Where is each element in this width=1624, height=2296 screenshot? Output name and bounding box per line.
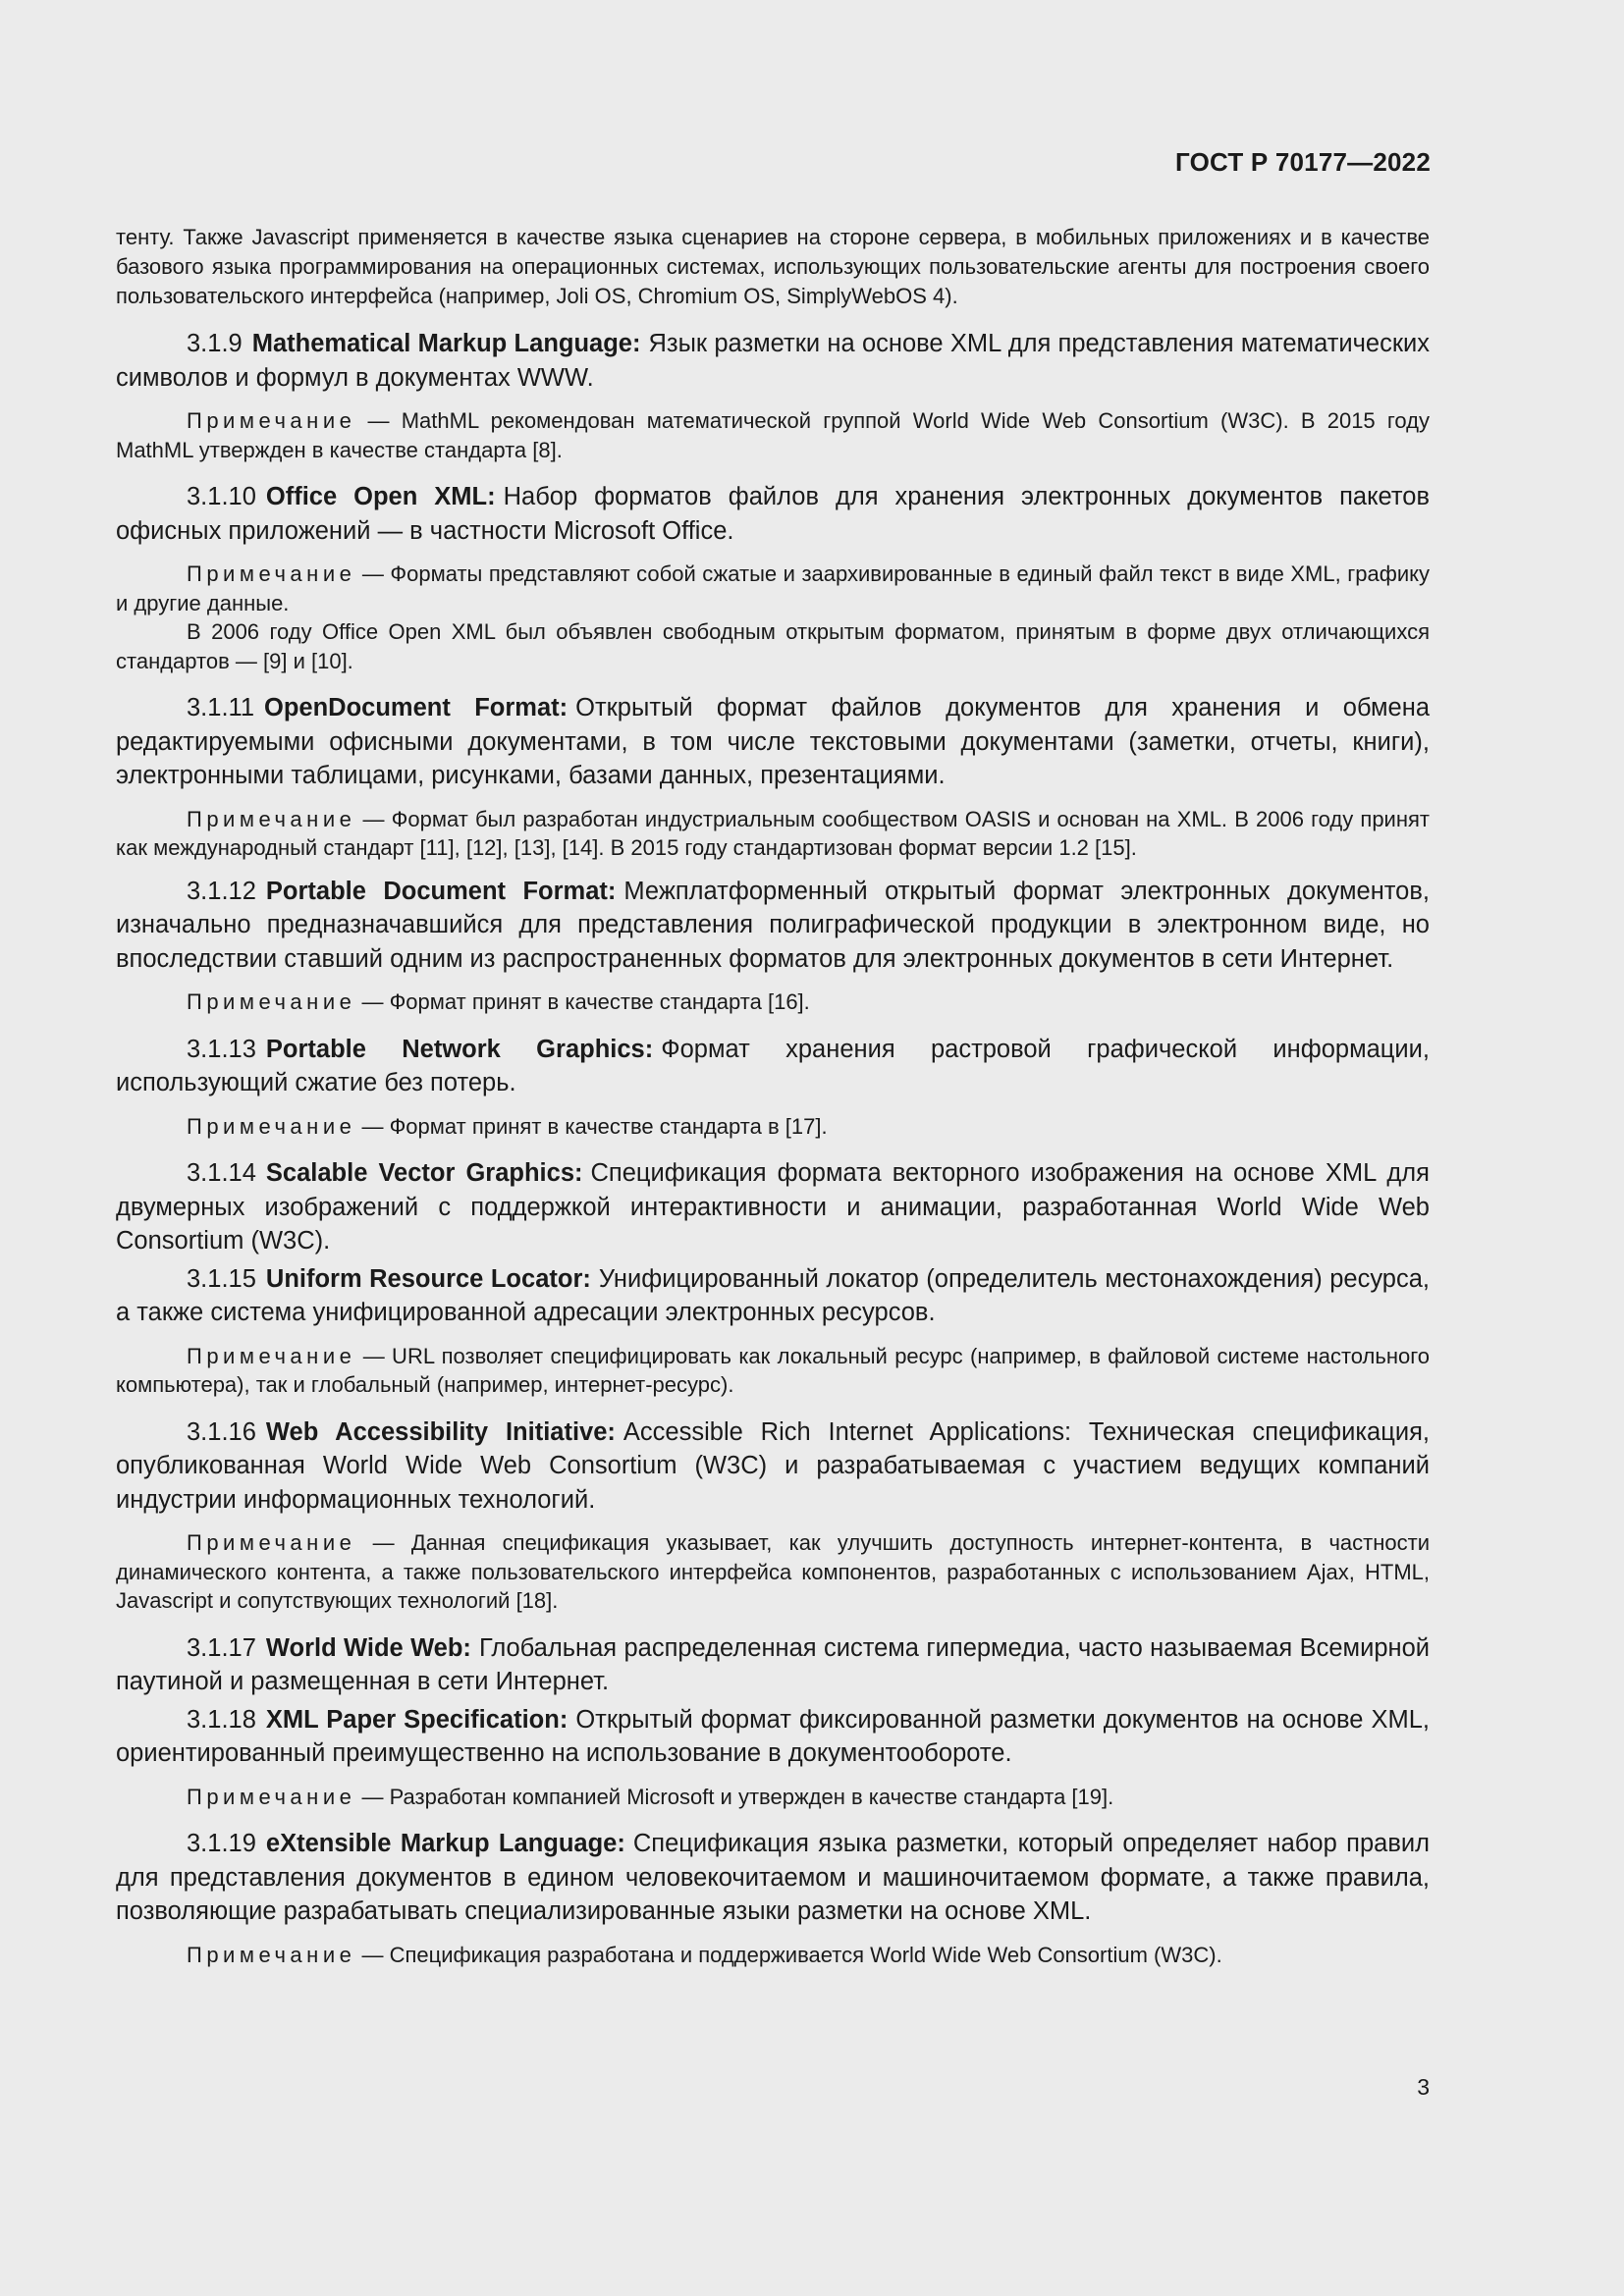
document-body (116, 223, 1430, 1969)
term-note (116, 988, 1430, 1017)
term-definition: Открытый формат фиксированной разметки документов на основе XML, ориентированный преимущественно на использование в документообороте. (116, 1705, 1431, 1767)
term-number: 3.1.15 (187, 1264, 256, 1293)
term-definition: Спецификация формата векторного изображения на основе XML для двумерных изображений с поддержкой интерактивности и анимации, разработанная World Wide Web Consortium (W3C). (116, 1159, 1430, 1255)
term-definition: Accessible Rich Internet Applications: Техническая спецификация, опубликованная World Wide Web Consortium (W3C) и разрабатываемая с участием ведущих компаний индустрии информационных технологий. (116, 1417, 1430, 1514)
term-entry (116, 1703, 1430, 1771)
term-name: Uniform Resource Locator: (265, 1264, 591, 1293)
term-note (116, 560, 1430, 617)
term-entry (116, 480, 1430, 548)
term-note (116, 1941, 1430, 1970)
note-label: Примечание (187, 806, 356, 831)
term-entry (116, 875, 1430, 977)
note-text: — Спецификация разработана и поддерживается World Wide Web Consortium (W3C). (361, 1942, 1222, 1967)
term-definition: Глобальная распределенная система гипермедиа, часто называемая Всемирной паутиной и размещенная в сети Интернет. (116, 1633, 1431, 1695)
note-label: Примечание (187, 1113, 356, 1139)
term-note (116, 406, 1430, 464)
term-name: Portable Document Format: (265, 877, 617, 905)
note-label: Примечание (187, 561, 356, 586)
term-name: Mathematical Markup Language: (251, 330, 641, 357)
term-entry (116, 1415, 1430, 1518)
term-note (116, 1528, 1430, 1616)
term-entry (116, 1631, 1430, 1699)
term-number: 3.1.16 (187, 1417, 256, 1446)
term-note (116, 1342, 1430, 1400)
term-number: 3.1.19 (187, 1830, 256, 1857)
term-number: 3.1.10 (187, 483, 256, 510)
term-definition: Спецификация языка разметки, который определяет набор правил для представления документов в едином человекочитаемом и машиночитаемом формате, а также правила, позволяющие разрабатывать специализированные языки разметки на основе XML. (116, 1830, 1430, 1925)
term-definition: Набор форматов файлов для хранения электронных документов пакетов офисных приложений — в частности Microsoft Office. (116, 483, 1430, 545)
term-number: 3.1.13 (187, 1035, 256, 1063)
term-number: 3.1.11 (187, 694, 255, 721)
term-name: Portable Network Graphics: (265, 1035, 654, 1063)
term-number: 3.1.12 (187, 877, 256, 905)
term-entry (116, 327, 1430, 395)
note-text: — Формат принят в качестве стандарта в [17]. (361, 1113, 828, 1139)
note-text: — Разработан компанией Microsoft и утвержден в качестве стандарта [19]. (361, 1784, 1114, 1809)
term-definition: Открытый формат файлов документов для хранения и обмена редактируемыми офисными документами, в том числе текстовыми документами (заметки, отчеты, книги), электронными таблицами, рисунками, базами данных, презентациями. (116, 694, 1430, 789)
note-label: Примечание (187, 1530, 356, 1555)
term-name: eXtensible Markup Language: (265, 1830, 625, 1857)
note-label: Примечание (187, 1784, 356, 1809)
page-number: 3 (1417, 2074, 1430, 2100)
term-number: 3.1.14 (187, 1159, 256, 1187)
term-note (116, 805, 1430, 863)
term-number: 3.1.17 (187, 1633, 256, 1662)
term-entry (116, 691, 1430, 793)
note-label: Примечание (187, 1343, 356, 1368)
term-entry (116, 1827, 1430, 1929)
term-entry (116, 1262, 1430, 1330)
note-text: — Форматы представляют собой сжатые и заархивированные в единый файл текст в виде XML, графику и другие данные. (116, 561, 1430, 615)
term-number: 3.1.9 (187, 330, 243, 357)
term-definition: Межплатформенный открытый формат электронных документов, изначально предназначавшийся для представления полиграфической продукции в электронном виде, но впоследствии ставший одним из распространенных форматов для электронных документов в сети Интернет. (116, 877, 1430, 973)
term-name: Web Accessibility Initiative: (265, 1417, 616, 1446)
term-name: XML Paper Specification: (265, 1705, 568, 1734)
intro-paragraph: тенту. Также Javascript применяется в качестве языка сценариев на стороне сервера, в мобильных приложениях и в качестве базового языка программирования на операционных системах, использующих пользовательские агенты для построения своего пользовательского интерфейса (например, Joli OS, Chromium OS, SimplyWebOS 4). (116, 225, 1430, 308)
term-name: Office Open XML: (265, 483, 496, 510)
term-note (116, 1783, 1430, 1812)
note-text: — URL позволяет специфицировать как локальный ресурс (например, в файловой системе настольного компьютера), так и глобальный (например, интернет-ресурс). (116, 1343, 1430, 1397)
term-definition: Формат хранения растровой графической информации, использующий сжатие без потерь. (116, 1035, 1430, 1096)
term-entry (116, 1033, 1430, 1100)
note-text: — Данная спецификация указывает, как улучшить доступность интернет-контента, в частности динамического контента, а также пользовательского интерфейса компонентов, разработанных с использованием Ajax, HTML, Javascript и сопутствующих технологий [18]. (116, 1530, 1430, 1613)
note-text: — Формат был разработан индустриальным сообществом OASIS и основан на XML. В 2006 году принят как международный стандарт [11], [12], [13], [14]. В 2015 году стандартизован формат версии 1.2 [15]. (116, 806, 1430, 860)
note-label: Примечание (187, 989, 356, 1014)
term-note (116, 1112, 1430, 1142)
note-text: — MathML рекомендован математической группой World Wide Web Consortium (W3C). В 2015 году MathML утвержден в качестве стандарта [8]. (116, 408, 1430, 462)
term-definition: Язык разметки на основе XML для представления математических символов и формул в документах WWW. (116, 330, 1431, 392)
term-name: World Wide Web: (265, 1633, 471, 1662)
standard-id: ГОСТ Р 70177—2022 (1175, 147, 1431, 177)
term-name: OpenDocument Format: (264, 694, 568, 721)
term-name: Scalable Vector Graphics: (265, 1159, 583, 1187)
note-continuation: В 2006 году Office Open XML был объявлен свободным открытым форматом, принятым в форме двух отличающихся стандартов — [9] и [10]. (116, 619, 1430, 673)
note-text: — Формат принят в качестве стандарта [16]. (361, 989, 810, 1014)
term-number: 3.1.18 (187, 1705, 256, 1734)
term-entry (116, 1156, 1430, 1258)
term-definition: Унифицированный локатор (определитель местонахождения) ресурса, а также система унифицированной адресации электронных ресурсов. (116, 1264, 1430, 1326)
note-label: Примечание (187, 408, 356, 433)
note-label: Примечание (187, 1942, 356, 1967)
